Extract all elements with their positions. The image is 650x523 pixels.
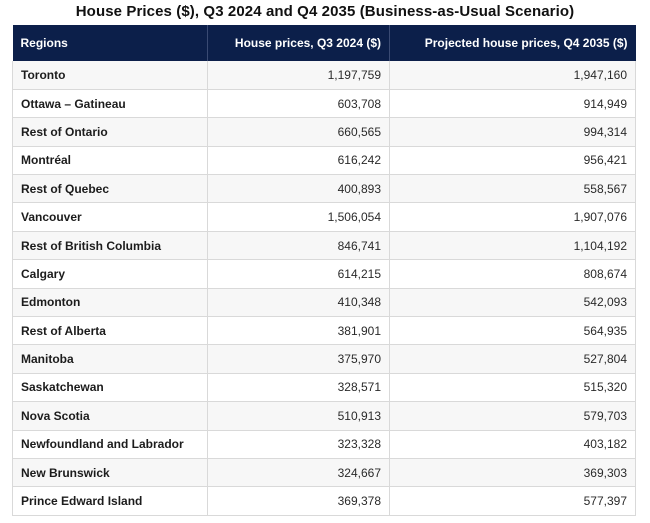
region-cell: Manitoba <box>13 345 208 373</box>
region-cell: Saskatchewan <box>13 373 208 401</box>
region-cell: Montréal <box>13 146 208 174</box>
price-q3-2024-cell: 381,901 <box>208 317 390 345</box>
region-cell: Newfoundland and Labrador <box>13 430 208 458</box>
region-cell: Nova Scotia <box>13 402 208 430</box>
table-body <box>13 61 636 515</box>
price-q4-2035-cell: 994,314 <box>390 118 636 146</box>
price-q4-2035-cell: 956,421 <box>390 146 636 174</box>
region-cell: Calgary <box>13 260 208 288</box>
table-row <box>13 345 636 373</box>
column-header-regions: Regions <box>13 25 208 61</box>
region-cell: Prince Edward Island <box>13 487 208 515</box>
price-q4-2035-cell: 577,397 <box>390 487 636 515</box>
price-q4-2035-cell: 542,093 <box>390 288 636 316</box>
region-cell: Rest of Quebec <box>13 175 208 203</box>
price-q4-2035-cell: 1,947,160 <box>390 61 636 89</box>
price-q4-2035-cell: 579,703 <box>390 402 636 430</box>
table-row <box>13 430 636 458</box>
price-q3-2024-cell: 1,506,054 <box>208 203 390 231</box>
region-cell: Vancouver <box>13 203 208 231</box>
house-prices-table-container <box>12 25 635 516</box>
table-header <box>13 25 636 61</box>
price-q3-2024-cell: 323,328 <box>208 430 390 458</box>
table-row <box>13 203 636 231</box>
table-row <box>13 402 636 430</box>
column-header-q4-2035: Projected house prices, Q4 2035 ($) <box>424 36 628 50</box>
price-q4-2035-cell: 527,804 <box>390 345 636 373</box>
region-cell: Ottawa – Gatineau <box>13 89 208 117</box>
price-q3-2024-cell: 324,667 <box>208 458 390 486</box>
price-q3-2024-cell: 510,913 <box>208 402 390 430</box>
table-row <box>13 260 636 288</box>
table-row <box>13 61 636 89</box>
price-q3-2024-cell: 603,708 <box>208 89 390 117</box>
price-q4-2035-cell: 369,303 <box>390 458 636 486</box>
table-row <box>13 146 636 174</box>
table-row <box>13 458 636 486</box>
price-q4-2035-cell: 515,320 <box>390 373 636 401</box>
region-cell: Rest of Ontario <box>13 118 208 146</box>
table-row <box>13 231 636 259</box>
price-q4-2035-cell: 808,674 <box>390 260 636 288</box>
region-cell: Rest of British Columbia <box>13 231 208 259</box>
header-row <box>13 25 636 61</box>
price-q3-2024-cell: 375,970 <box>208 345 390 373</box>
price-q3-2024-cell: 400,893 <box>208 175 390 203</box>
table-row <box>13 288 636 316</box>
table-row <box>13 317 636 345</box>
price-q4-2035-cell: 558,567 <box>390 175 636 203</box>
table-row <box>13 175 636 203</box>
house-prices-table <box>12 25 636 516</box>
column-header-q3-2024: House prices, Q3 2024 ($) <box>208 25 390 61</box>
region-cell: Rest of Alberta <box>13 317 208 345</box>
region-cell: Edmonton <box>13 288 208 316</box>
region-cell: New Brunswick <box>13 458 208 486</box>
price-q3-2024-cell: 846,741 <box>208 231 390 259</box>
price-q3-2024-cell: 616,242 <box>208 146 390 174</box>
table-row <box>13 487 636 515</box>
table-title: House Prices ($), Q3 2024 and Q4 2035 (Business-as-Usual Scenario) <box>75 3 575 20</box>
region-cell: Toronto <box>13 61 208 89</box>
price-q3-2024-cell: 614,215 <box>208 260 390 288</box>
price-q3-2024-cell: 1,197,759 <box>208 61 390 89</box>
price-q3-2024-cell: 660,565 <box>208 118 390 146</box>
price-q3-2024-cell: 328,571 <box>208 373 390 401</box>
table-row <box>13 118 636 146</box>
table-row <box>13 89 636 117</box>
price-q4-2035-cell: 403,182 <box>390 430 636 458</box>
price-q4-2035-cell: 1,907,076 <box>390 203 636 231</box>
price-q4-2035-cell: 564,935 <box>390 317 636 345</box>
price-q3-2024-cell: 410,348 <box>208 288 390 316</box>
table-row <box>13 373 636 401</box>
price-q4-2035-cell: 914,949 <box>390 89 636 117</box>
price-q4-2035-cell: 1,104,192 <box>390 231 636 259</box>
price-q3-2024-cell: 369,378 <box>208 487 390 515</box>
